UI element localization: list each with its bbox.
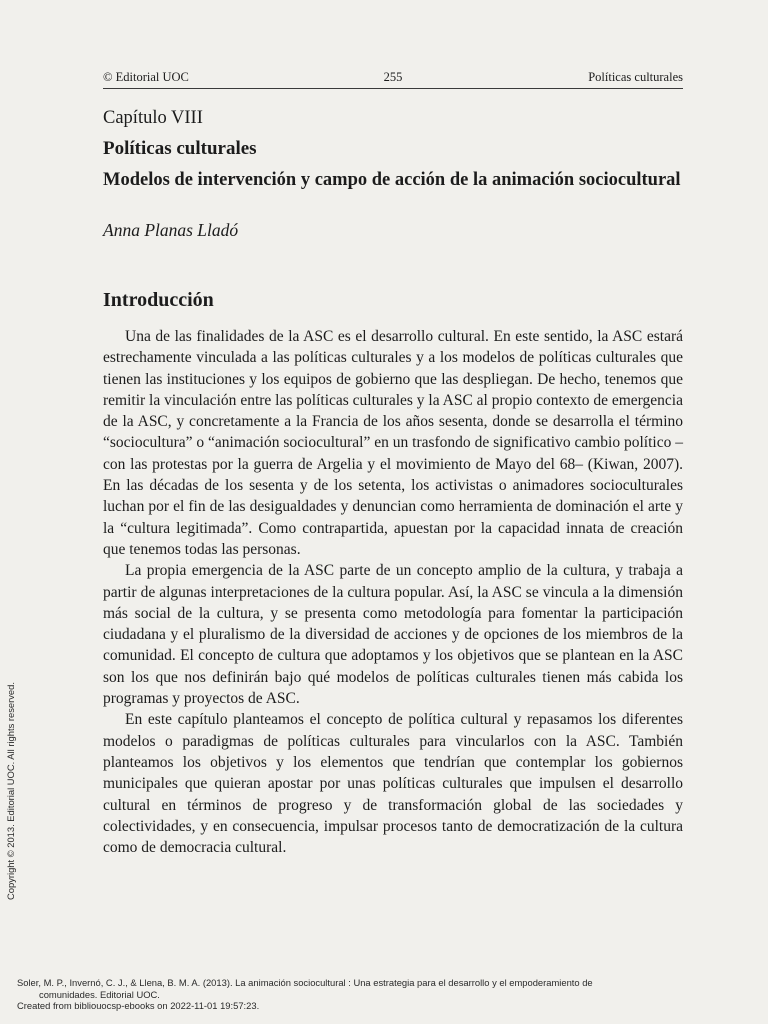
created-from-line: Created from bibliouocsp-ebooks on 2022-11-01 19:57:23. bbox=[17, 1000, 260, 1011]
header-publisher: © Editorial UOC bbox=[103, 70, 189, 84]
copyright-side-note: Copyright © 2013. Editorial UOC. All rights reserved. bbox=[5, 682, 16, 900]
paragraph: La propia emergencia de la ASC parte de un concepto amplio de la cultura, y trabaja a partir de algunas interpretaciones de la cultura popular. Así, la ASC se vincula a la dimensión más social de la cultura, y se presenta como metodología para fomentar la participación ciudadana y el pluralismo de la diversidad de acciones y de opciones de los miembros de la comunidad. El concepto de cultura que adoptamos y los objetivos que se plantean en la ASC son los que nos definirán bajo qué modelos de políticas culturales tienen más cabida los programas y proyectos de ASC. bbox=[103, 562, 683, 708]
header-section-title: Políticas culturales bbox=[588, 70, 683, 84]
citation-line: Soler, M. P., Invernó, C. J., & Llena, B. M. A. (2013). La animación sociocultural : Una estrategia para el desarrollo y el empoderamiento de bbox=[17, 977, 593, 988]
paragraph: En este capítulo planteamos el concepto de política cultural y repasamos los diferentes modelos o paradigmas de políticas culturales para vincularlos con la ASC. También planteamos los objetivos y los elementos que tendrían que contemplar los gobiernos municipales que quieran apostar por unas políticas culturales que impulsen el desarrollo cultural en términos de progreso y de transformación global de las sociedades y colectividades, y en consecuencia, impulsar procesos tanto de democratización de la cultura como de democracia cultural. bbox=[103, 711, 683, 857]
citation-footer bbox=[17, 977, 717, 1012]
chapter-subtitle: Modelos de intervención y campo de acción de la animación sociocultural bbox=[103, 170, 681, 190]
citation-line: comunidades. Editorial UOC. bbox=[39, 988, 160, 1000]
body-text bbox=[103, 326, 683, 858]
section-heading: Introducción bbox=[103, 289, 214, 311]
chapter-title: Políticas culturales bbox=[103, 138, 257, 159]
running-header bbox=[103, 68, 683, 86]
chapter-label: Capítulo VIII bbox=[103, 108, 203, 128]
paragraph: Una de las finalidades de la ASC es el desarrollo cultural. En este sentido, la ASC estará estrechamente vinculada a las políticas culturales y a los modelos de políticas culturales que tienen las instituciones y los equipos de gobierno que las despliegan. De hecho, tenemos que remitir la vinculación entre las políticas culturales y la ASC al propio contexto de emergencia de la ASC, y concretamente a la Francia de los años sesenta, donde se desarrolla el término “sociocultura” o “animación sociocultural” en un trasfondo de significativo cambio político –con las protestas por la guerra de Argelia y el movimiento de Mayo del 68– (Kiwan, 2007). En las décadas de los sesenta y de los setenta, los activistas o animadores socioculturales luchan por el fin de las desigualdades y denuncian como herramienta de dominación el arte y la “cultura legitimada”. Como contrapartida, apuestan por la capacidad innata de creación que tenemos todas las personas. bbox=[103, 328, 683, 558]
header-rule bbox=[103, 88, 683, 89]
chapter-author: Anna Planas Lladó bbox=[103, 220, 239, 240]
page-number: 255 bbox=[383, 70, 403, 84]
